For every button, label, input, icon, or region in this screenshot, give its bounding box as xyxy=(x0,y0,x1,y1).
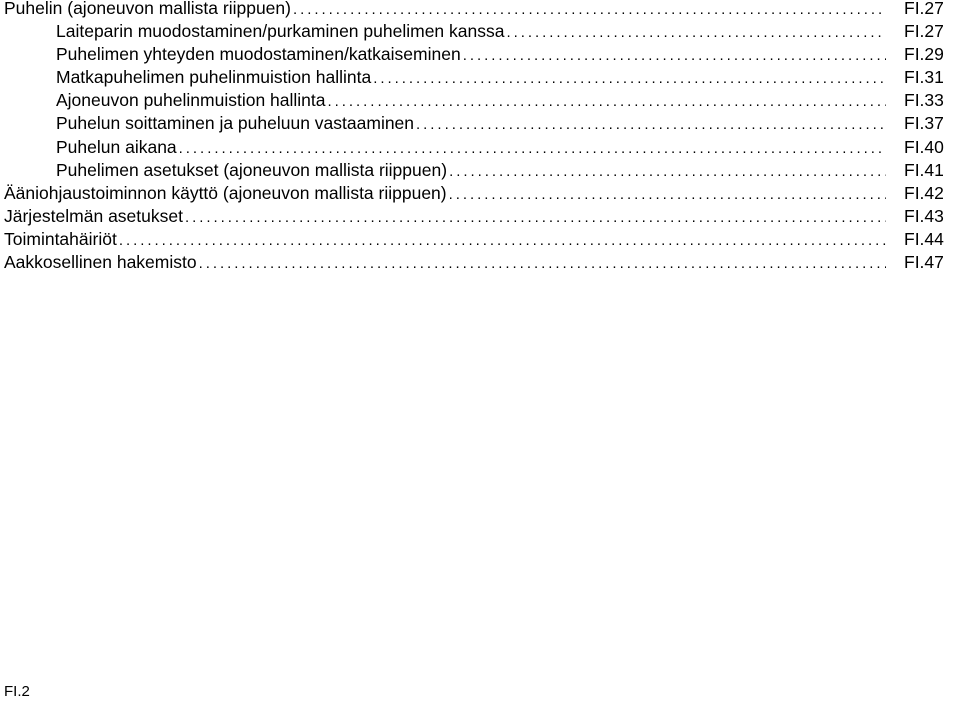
toc-dot-leader xyxy=(449,183,886,206)
toc-entry-page: FI.42 xyxy=(904,182,944,203)
toc-entry-title: Ajoneuvon puhelinmuistion hallinta xyxy=(56,90,326,111)
toc-dot-leader xyxy=(373,67,886,90)
toc-entry-voice-control[interactable] xyxy=(4,182,956,205)
toc-entry-connection[interactable] xyxy=(4,43,956,66)
toc-entry-phone[interactable] xyxy=(4,0,956,20)
toc-dot-leader xyxy=(449,160,886,183)
toc-entry-page: FI.44 xyxy=(904,228,944,249)
toc-entry-page: FI.40 xyxy=(904,136,944,157)
toc-entry-page: FI.37 xyxy=(904,113,944,134)
toc-dot-leader xyxy=(179,137,886,160)
toc-entry-page: FI.33 xyxy=(904,90,944,111)
toc-entry-title: Järjestelmän asetukset xyxy=(4,205,183,226)
toc-entry-title: Puhelun soittaminen ja puheluun vastaaminen xyxy=(56,113,415,134)
toc-entry-title: Toimintahäiriöt xyxy=(4,228,117,249)
toc-entry-phone-settings[interactable] xyxy=(4,159,956,182)
toc-entry-making-calls[interactable] xyxy=(4,112,956,135)
toc-dot-leader xyxy=(463,44,886,67)
toc-dot-leader xyxy=(293,0,886,21)
toc-entry-title: Ääniohjaustoiminnon käyttö (ajoneuvon mallista riippuen) xyxy=(4,182,447,203)
toc-dot-leader xyxy=(185,206,886,229)
toc-entry-title: Matkapuhelimen puhelinmuistion hallinta xyxy=(56,67,372,88)
table-of-contents xyxy=(4,0,956,274)
toc-entry-page: FI.27 xyxy=(904,0,944,18)
toc-dot-leader xyxy=(416,113,886,136)
toc-entry-title: Puhelimen asetukset (ajoneuvon mallista riippuen) xyxy=(56,159,448,180)
toc-dot-leader xyxy=(506,21,886,44)
toc-dot-leader xyxy=(199,252,886,275)
toc-entry-page: FI.47 xyxy=(904,252,944,273)
toc-entry-mobile-phonebook[interactable] xyxy=(4,66,956,89)
page-number: FI.2 xyxy=(4,683,30,700)
toc-entry-title: Puhelimen yhteyden muodostaminen/katkaiseminen xyxy=(56,44,461,65)
toc-entry-during-call[interactable] xyxy=(4,136,956,159)
toc-dot-leader xyxy=(119,229,886,252)
toc-entry-page: FI.41 xyxy=(904,159,944,180)
toc-entry-title: Puhelin (ajoneuvon mallista riippuen) xyxy=(4,0,291,18)
toc-entry-pairing[interactable] xyxy=(4,20,956,43)
toc-entry-page: FI.43 xyxy=(904,205,944,226)
toc-entry-vehicle-phonebook[interactable] xyxy=(4,89,956,112)
toc-entry-malfunctions[interactable] xyxy=(4,228,956,251)
toc-entry-title: Puhelun aikana xyxy=(56,136,177,157)
toc-entry-system-settings[interactable] xyxy=(4,205,956,228)
toc-entry-title: Laiteparin muodostaminen/purkaminen puhelimen kanssa xyxy=(56,21,505,42)
toc-entry-page: FI.27 xyxy=(904,21,944,42)
toc-entry-title: Aakkosellinen hakemisto xyxy=(4,252,197,273)
toc-entry-page: FI.31 xyxy=(904,67,944,88)
toc-entry-page: FI.29 xyxy=(904,44,944,65)
toc-dot-leader xyxy=(328,90,887,113)
toc-entry-index[interactable] xyxy=(4,251,956,274)
